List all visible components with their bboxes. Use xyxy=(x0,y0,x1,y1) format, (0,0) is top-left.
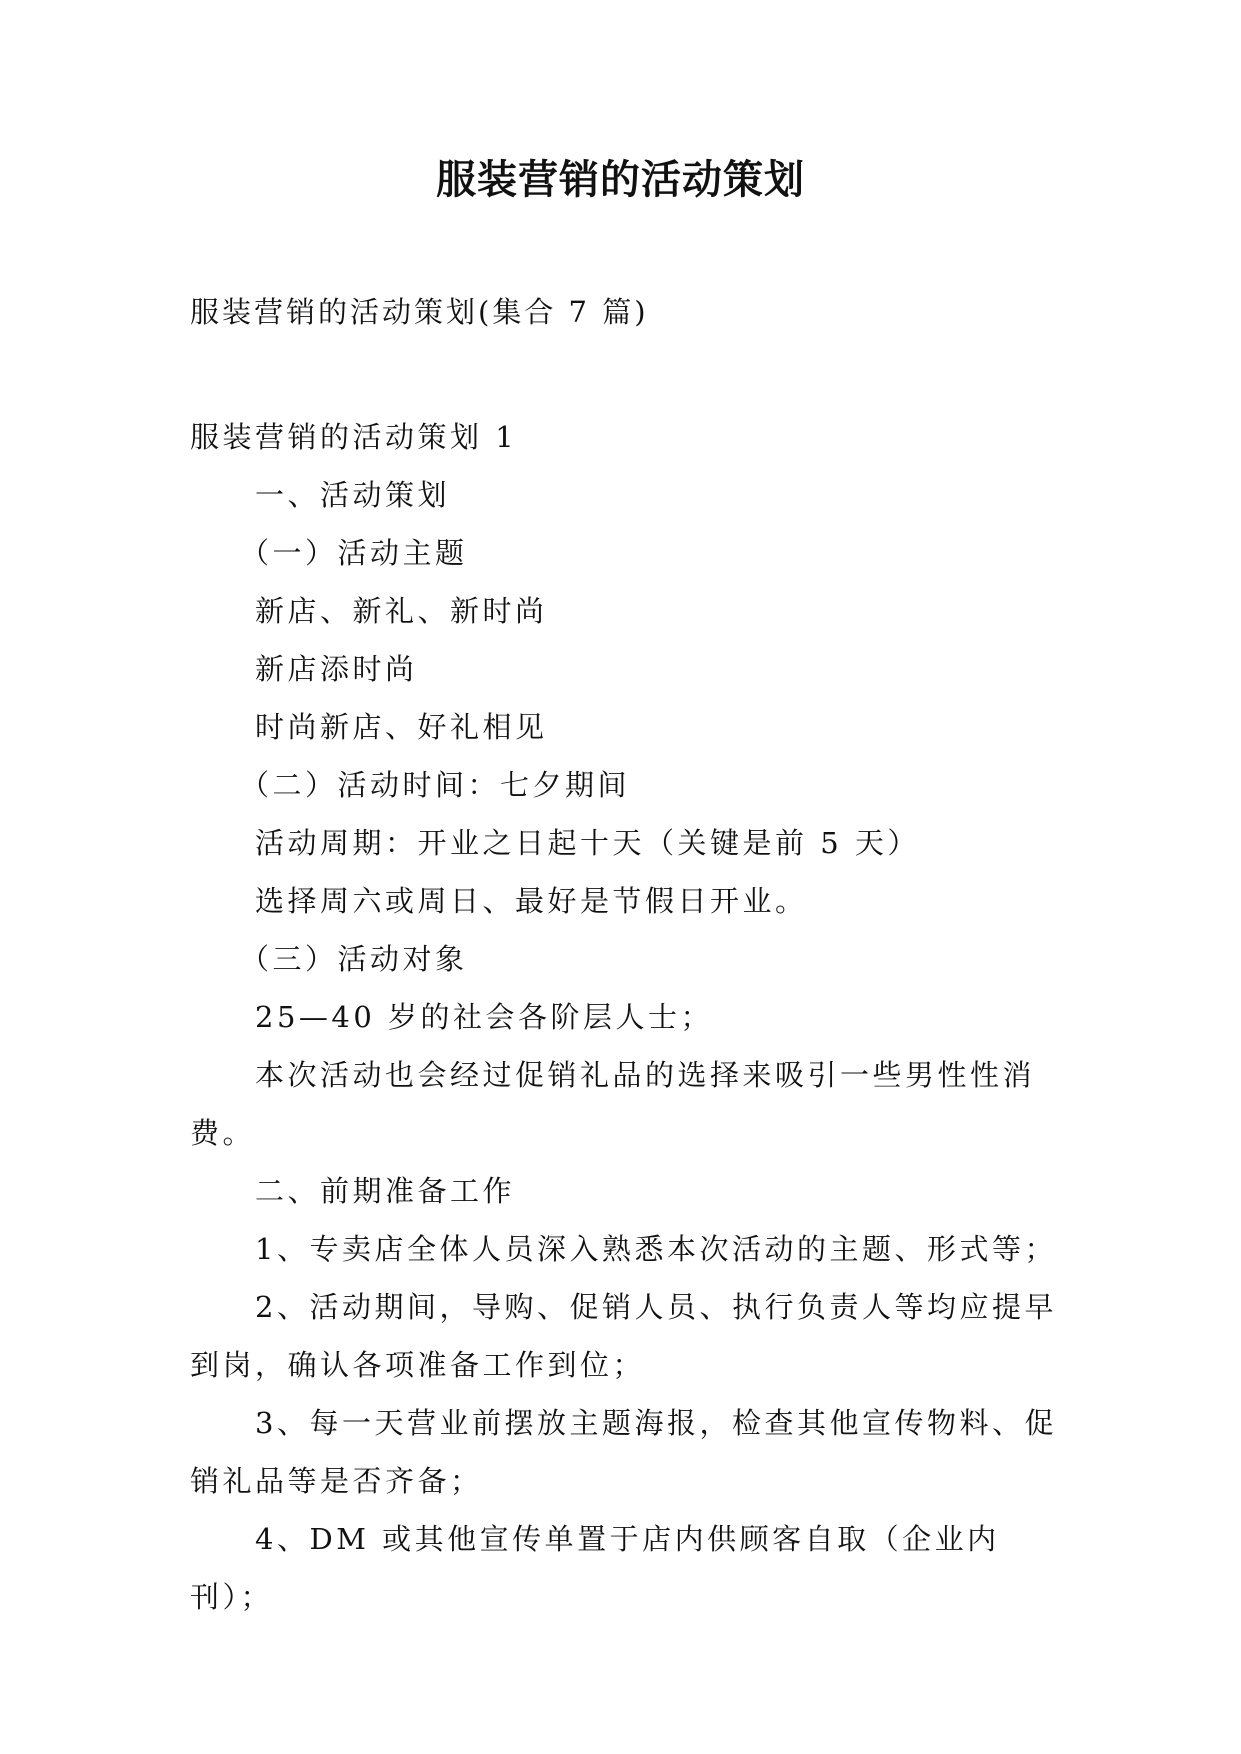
paragraph: 本次活动也会经过促销礼品的选择来吸引一些男性性消费。 xyxy=(190,1058,1036,1150)
paragraph: （二）活动时间：七夕期间 xyxy=(240,768,631,802)
paragraph: 活动周期：开业之日起十天（关键是前 5 天） xyxy=(255,826,920,860)
paragraph: 一、活动策划 xyxy=(255,478,451,512)
document-title: 服装营销的活动策划 xyxy=(436,157,805,203)
paragraph: 25—40 岁的社会各阶层人士； xyxy=(255,1000,714,1034)
paragraph: 2、活动期间，导购、促销人员、执行负责人等均应提早到岗，确认各项准备工作到位； xyxy=(190,1290,1057,1382)
paragraph: 4、DM 或其他宣传单置于店内供顾客自取（企业内刊）； xyxy=(190,1522,1000,1614)
paragraph: 选择周六或周日、最好是节假日开业。 xyxy=(255,884,808,918)
paragraph: （三）活动对象 xyxy=(240,942,468,976)
document-body xyxy=(190,408,1070,1626)
paragraph: 新店添时尚 xyxy=(255,652,418,686)
section-heading: 服装营销的活动策划 1 xyxy=(190,420,518,454)
document-subtitle: 服装营销的活动策划(集合 7 篇) xyxy=(190,295,649,329)
paragraph: 时尚新店、好礼相见 xyxy=(255,710,548,744)
paragraph: （一）活动主题 xyxy=(240,536,468,570)
paragraph: 新店、新礼、新时尚 xyxy=(255,594,548,628)
paragraph: 二、前期准备工作 xyxy=(255,1174,516,1208)
paragraph: 1、专卖店全体人员深入熟悉本次活动的主题、形式等； xyxy=(255,1232,1057,1266)
paragraph: 3、每一天营业前摆放主题海报，检查其他宣传物料、促销礼品等是否齐备； xyxy=(190,1406,1057,1498)
